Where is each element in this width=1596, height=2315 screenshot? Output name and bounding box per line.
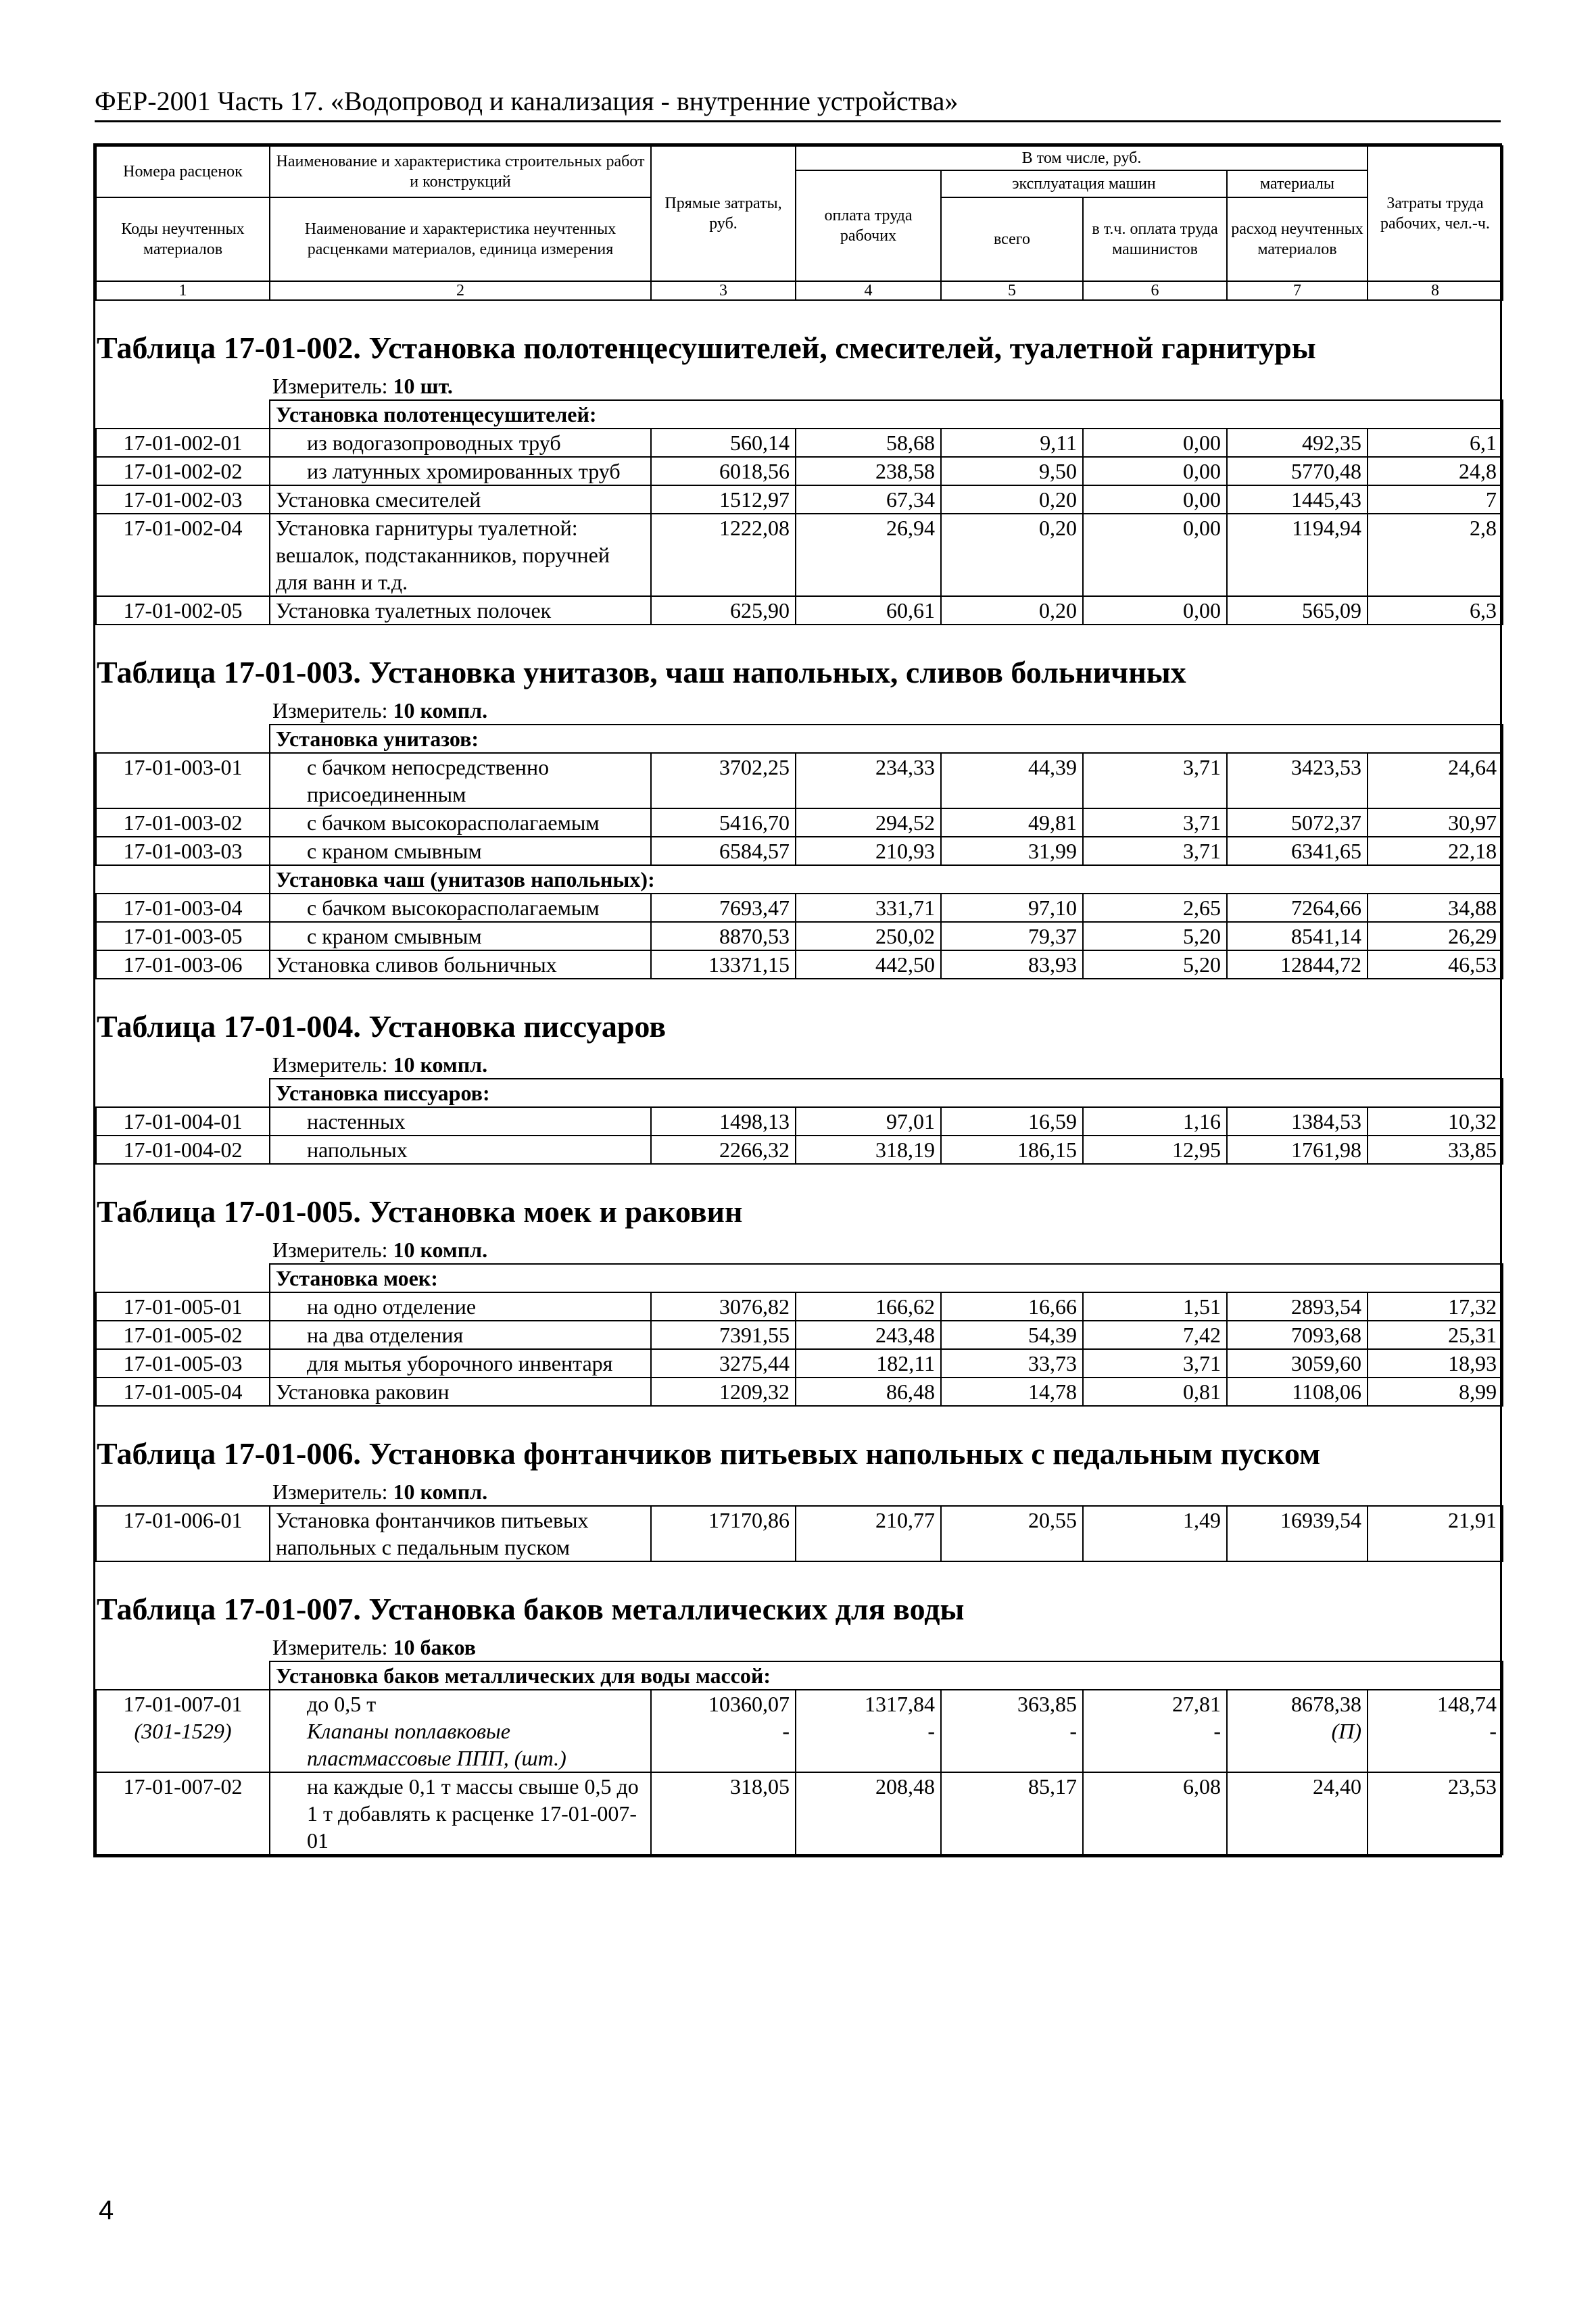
rate-row <box>96 808 1503 837</box>
labor-pay: 26,94 <box>796 514 941 596</box>
rate-row <box>96 1321 1503 1349</box>
machinists-pay: 12,95 <box>1083 1136 1227 1164</box>
labor-costs: 23,53 <box>1368 1772 1503 1855</box>
measure-unit-label: Измеритель: <box>272 1480 388 1504</box>
materials: 12844,72 <box>1227 950 1368 979</box>
work-name: для мытья уборочного инвентаря <box>270 1349 651 1378</box>
measure-unit-label: Измеритель: <box>272 1052 388 1077</box>
machinists-pay: 0,00 <box>1083 514 1227 596</box>
rate-code: 17-01-002-01 <box>96 429 270 457</box>
rate-row <box>96 485 1503 514</box>
subheading: Установка баков металлических для воды массой: <box>270 1661 1503 1690</box>
labor-costs: 24,64 <box>1368 753 1503 808</box>
work-name: Установка раковин <box>270 1378 651 1406</box>
table-title: Таблица 17-01-006. Установка фонтанчиков питьевых напольных с педальным пуском <box>97 1436 1321 1471</box>
work-name: на одно отделение <box>270 1292 651 1321</box>
labor-pay: 318,19 <box>796 1136 941 1164</box>
column-number-row <box>96 281 1503 300</box>
subheading: Установка чаш (унитазов напольных): <box>270 865 1503 894</box>
direct-costs: 2266,32 <box>651 1136 796 1164</box>
labor-pay: 182,11 <box>796 1349 941 1378</box>
machinists-pay: 1,49 <box>1083 1506 1227 1561</box>
labor-pay: 331,71 <box>796 894 941 922</box>
labor-pay: 58,68 <box>796 429 941 457</box>
header-machines: эксплуатация машин <box>941 170 1227 197</box>
work-name: на два отделения <box>270 1321 651 1349</box>
direct-costs: 318,05 <box>651 1772 796 1855</box>
direct-costs: 3076,82 <box>651 1292 796 1321</box>
rate-code: 17-01-003-06 <box>96 950 270 979</box>
header-labor-costs: Затраты труда рабочих, чел.-ч. <box>1368 146 1503 281</box>
rate-code: 17-01-004-02 <box>96 1136 270 1164</box>
labor-costs: 26,29 <box>1368 922 1503 950</box>
labor-costs: 22,18 <box>1368 837 1503 865</box>
header-machinists-pay: в т.ч. оплата труда машинистов <box>1083 197 1227 281</box>
blank-cell <box>96 400 270 429</box>
table-title: Таблица 17-01-007. Установка баков металлических для воды <box>97 1592 965 1626</box>
blank-cell <box>96 1264 270 1292</box>
column-number: 4 <box>796 281 941 300</box>
machinists-pay: 3,71 <box>1083 808 1227 837</box>
materials: 565,09 <box>1227 596 1368 625</box>
machines-total: 79,37 <box>941 922 1083 950</box>
rate-code: 17-01-003-04 <box>96 894 270 922</box>
machines-total: 83,93 <box>941 950 1083 979</box>
measure-unit-label: Измеритель: <box>272 374 388 398</box>
labor-costs: 17,32 <box>1368 1292 1503 1321</box>
direct-costs: 8870,53 <box>651 922 796 950</box>
rate-row <box>96 894 1503 922</box>
rate-code: 17-01-006-01 <box>96 1506 270 1561</box>
rate-table-section <box>95 625 1500 979</box>
machinists-pay: - <box>1083 1717 1227 1772</box>
work-name: на каждые 0,1 т массы свыше 0,5 до 1 т добавлять к расценке 17-01-007-01 <box>270 1772 651 1855</box>
labor-pay: 86,48 <box>796 1378 941 1406</box>
header-rule <box>95 120 1501 122</box>
machines-total: 0,20 <box>941 514 1083 596</box>
machines-total: 44,39 <box>941 753 1083 808</box>
direct-costs: 7391,55 <box>651 1321 796 1349</box>
rate-row <box>96 837 1503 865</box>
labor-costs: 8,99 <box>1368 1378 1503 1406</box>
machinists-pay: 2,65 <box>1083 894 1227 922</box>
rate-table <box>95 1505 1503 1562</box>
materials: 1761,98 <box>1227 1136 1368 1164</box>
materials: 3059,60 <box>1227 1349 1368 1378</box>
labor-costs: 30,97 <box>1368 808 1503 837</box>
machinists-pay: 5,20 <box>1083 950 1227 979</box>
work-name: с бачком высокорасполагаемым <box>270 894 651 922</box>
rate-code: 17-01-005-01 <box>96 1292 270 1321</box>
column-number: 5 <box>941 281 1083 300</box>
labor-pay: 210,77 <box>796 1506 941 1561</box>
labor-costs: 21,91 <box>1368 1506 1503 1561</box>
labor-pay: 166,62 <box>796 1292 941 1321</box>
direct-costs: 3702,25 <box>651 753 796 808</box>
column-number: 7 <box>1227 281 1368 300</box>
rate-row <box>96 1772 1503 1855</box>
rate-table-section <box>95 301 1500 625</box>
column-number: 3 <box>651 281 796 300</box>
machinists-pay: 3,71 <box>1083 753 1227 808</box>
rate-table-section <box>95 1562 1500 1855</box>
machinists-pay: 0,00 <box>1083 457 1227 485</box>
subheading-row <box>96 725 1503 753</box>
direct-costs: 10360,07 <box>651 1690 796 1717</box>
rate-code: 17-01-003-02 <box>96 808 270 837</box>
machinists-pay: 6,08 <box>1083 1772 1227 1855</box>
rate-row <box>96 1506 1503 1561</box>
measure-unit <box>95 372 1500 399</box>
work-name: с краном смывным <box>270 922 651 950</box>
labor-costs: 34,88 <box>1368 894 1503 922</box>
labor-costs: 10,32 <box>1368 1107 1503 1136</box>
labor-costs: 6,1 <box>1368 429 1503 457</box>
machines-total: 16,66 <box>941 1292 1083 1321</box>
materials: 16939,54 <box>1227 1506 1368 1561</box>
rate-row <box>96 1378 1503 1406</box>
machines-total: 0,20 <box>941 596 1083 625</box>
rate-code: 17-01-004-01 <box>96 1107 270 1136</box>
labor-pay: 60,61 <box>796 596 941 625</box>
header-rate-numbers: Номера расценок <box>96 146 270 197</box>
measure-unit <box>95 1236 1500 1263</box>
materials: 1108,06 <box>1227 1378 1368 1406</box>
machines-total: 9,50 <box>941 457 1083 485</box>
labor-pay: 97,01 <box>796 1107 941 1136</box>
rate-row <box>96 1292 1503 1321</box>
subheading: Установка моек: <box>270 1264 1503 1292</box>
header-materials: материалы <box>1227 170 1368 197</box>
machines-total: 97,10 <box>941 894 1083 922</box>
machines-total: - <box>941 1717 1083 1772</box>
rate-code: 17-01-005-04 <box>96 1378 270 1406</box>
rate-row <box>96 922 1503 950</box>
measure-unit <box>95 697 1500 724</box>
column-number: 1 <box>96 281 270 300</box>
labor-pay: 294,52 <box>796 808 941 837</box>
rate-table-section <box>95 1165 1500 1407</box>
subheading: Установка писсуаров: <box>270 1079 1503 1107</box>
materials: 1384,53 <box>1227 1107 1368 1136</box>
direct-costs: 5416,70 <box>651 808 796 837</box>
direct-costs: 6584,57 <box>651 837 796 865</box>
rate-table-section <box>95 979 1500 1165</box>
labor-costs: 2,8 <box>1368 514 1503 596</box>
materials: 5770,48 <box>1227 457 1368 485</box>
labor-costs: - <box>1368 1717 1503 1772</box>
rate-code: 17-01-003-05 <box>96 922 270 950</box>
machines-total: 186,15 <box>941 1136 1083 1164</box>
header-work-name: Наименование и характеристика строительных работ и конструкций <box>270 146 651 197</box>
page-number: 4 <box>99 2195 114 2225</box>
subheading-row <box>96 400 1503 429</box>
materials: 8541,14 <box>1227 922 1368 950</box>
direct-costs: 7693,47 <box>651 894 796 922</box>
labor-pay: 234,33 <box>796 753 941 808</box>
work-name: Клапаны поплавковые пластмассовые ППП, (шт.) <box>270 1717 651 1772</box>
labor-pay: 208,48 <box>796 1772 941 1855</box>
rate-row <box>96 1349 1503 1378</box>
rate-code: 17-01-005-03 <box>96 1349 270 1378</box>
machines-total: 16,59 <box>941 1107 1083 1136</box>
labor-costs: 148,74 <box>1368 1690 1503 1717</box>
blank-cell <box>96 1661 270 1690</box>
materials: 7264,66 <box>1227 894 1368 922</box>
labor-costs: 24,8 <box>1368 457 1503 485</box>
header-direct-costs: Прямые затраты, руб. <box>651 146 796 281</box>
labor-pay: - <box>796 1717 941 1772</box>
subheading-row <box>96 865 1503 894</box>
machines-total: 54,39 <box>941 1321 1083 1349</box>
header-material-codes: Коды неучтенных материалов <box>96 197 270 281</box>
labor-pay: 1317,84 <box>796 1690 941 1717</box>
rate-row <box>96 753 1503 808</box>
machinists-pay: 1,51 <box>1083 1292 1227 1321</box>
materials: 1445,43 <box>1227 485 1368 514</box>
rates-document <box>93 143 1502 1857</box>
machines-total: 9,11 <box>941 429 1083 457</box>
rate-code: (301-1529) <box>96 1717 270 1772</box>
materials: 3423,53 <box>1227 753 1368 808</box>
table-title: Таблица 17-01-002. Установка полотенцесушителей, смесителей, туалетной гарнитуры <box>97 331 1316 365</box>
rate-code: 17-01-002-02 <box>96 457 270 485</box>
header-machines-total: всего <box>941 197 1083 281</box>
machines-total: 33,73 <box>941 1349 1083 1378</box>
direct-costs: 1498,13 <box>651 1107 796 1136</box>
header-materials-consumption: расход неучтенных материалов <box>1227 197 1368 281</box>
rate-row <box>96 1690 1503 1717</box>
direct-costs: 1222,08 <box>651 514 796 596</box>
work-name: из латунных хромированных труб <box>270 457 651 485</box>
table-title: Таблица 17-01-004. Установка писсуаров <box>97 1009 667 1044</box>
header-material-name: Наименование и характеристика неучтенных расценками материалов, единица измерения <box>270 197 651 281</box>
rate-row <box>96 1717 1503 1772</box>
materials: 5072,37 <box>1227 808 1368 837</box>
labor-pay: 67,34 <box>796 485 941 514</box>
machinists-pay: 0,00 <box>1083 596 1227 625</box>
work-name: Установка туалетных полочек <box>270 596 651 625</box>
materials: 2893,54 <box>1227 1292 1368 1321</box>
work-name: из водогазопроводных труб <box>270 429 651 457</box>
labor-costs: 46,53 <box>1368 950 1503 979</box>
column-number: 2 <box>270 281 651 300</box>
work-name: до 0,5 т <box>270 1690 651 1717</box>
column-number: 8 <box>1368 281 1503 300</box>
rate-row <box>96 1136 1503 1164</box>
measure-unit-value: 10 шт. <box>393 374 453 398</box>
direct-costs: 1512,97 <box>651 485 796 514</box>
direct-costs: 3275,44 <box>651 1349 796 1378</box>
subheading: Установка полотенцесушителей: <box>270 400 1503 429</box>
labor-pay: 243,48 <box>796 1321 941 1349</box>
rate-code: 17-01-005-02 <box>96 1321 270 1349</box>
rate-row <box>96 429 1503 457</box>
labor-costs: 25,31 <box>1368 1321 1503 1349</box>
rate-code: 17-01-003-03 <box>96 837 270 865</box>
rate-row <box>96 596 1503 625</box>
subheading-row <box>96 1264 1503 1292</box>
labor-pay: 238,58 <box>796 457 941 485</box>
subheading-row <box>96 1661 1503 1690</box>
rate-table <box>95 399 1503 625</box>
machinists-pay: 3,71 <box>1083 1349 1227 1378</box>
blank-cell <box>96 865 270 894</box>
rate-code: 17-01-002-03 <box>96 485 270 514</box>
labor-costs: 18,93 <box>1368 1349 1503 1378</box>
work-name: настенных <box>270 1107 651 1136</box>
machinists-pay: 0,81 <box>1083 1378 1227 1406</box>
measure-unit-value: 10 баков <box>393 1635 477 1659</box>
work-name: Установка смесителей <box>270 485 651 514</box>
machinists-pay: 7,42 <box>1083 1321 1227 1349</box>
rate-table <box>95 1661 1503 1855</box>
materials: 6341,65 <box>1227 837 1368 865</box>
work-name: с бачком высокорасполагаемым <box>270 808 651 837</box>
work-name: с бачком непосредственно присоединенным <box>270 753 651 808</box>
rate-row <box>96 950 1503 979</box>
measure-unit-label: Измеритель: <box>272 1238 388 1262</box>
direct-costs: 625,90 <box>651 596 796 625</box>
work-name: напольных <box>270 1136 651 1164</box>
measure-unit-label: Измеритель: <box>272 698 388 723</box>
direct-costs: 6018,56 <box>651 457 796 485</box>
rate-row <box>96 514 1503 596</box>
materials: 8678,38 <box>1227 1690 1368 1717</box>
machines-total: 0,20 <box>941 485 1083 514</box>
labor-pay: 210,93 <box>796 837 941 865</box>
machinists-pay: 1,16 <box>1083 1107 1227 1136</box>
direct-costs: - <box>651 1717 796 1772</box>
direct-costs: 13371,15 <box>651 950 796 979</box>
work-name: Установка сливов больничных <box>270 950 651 979</box>
machines-total: 14,78 <box>941 1378 1083 1406</box>
labor-pay: 250,02 <box>796 922 941 950</box>
direct-costs: 560,14 <box>651 429 796 457</box>
work-name: Установка гарнитуры туалетной: вешалок, подстаканников, поручней для ванн и т.д. <box>270 514 651 596</box>
sections-container <box>95 301 1500 1855</box>
materials: (П) <box>1227 1717 1368 1772</box>
table-title: Таблица 17-01-003. Установка унитазов, чаш напольных, сливов больничных <box>97 655 1186 689</box>
machinists-pay: 5,20 <box>1083 922 1227 950</box>
rate-table <box>95 724 1503 979</box>
rate-table <box>95 1078 1503 1165</box>
work-name: с краном смывным <box>270 837 651 865</box>
measure-unit-value: 10 компл. <box>393 1480 488 1504</box>
machines-total: 20,55 <box>941 1506 1083 1561</box>
measure-unit <box>95 1051 1500 1078</box>
blank-cell <box>96 1079 270 1107</box>
rate-code: 17-01-002-04 <box>96 514 270 596</box>
table-title: Таблица 17-01-005. Установка моек и раковин <box>97 1194 743 1229</box>
blank-cell <box>96 725 270 753</box>
machines-total: 363,85 <box>941 1690 1083 1717</box>
rate-row <box>96 1107 1503 1136</box>
machines-total: 31,99 <box>941 837 1083 865</box>
measure-unit <box>95 1634 1500 1661</box>
rate-code: 17-01-002-05 <box>96 596 270 625</box>
labor-pay: 442,50 <box>796 950 941 979</box>
header-labor-pay: оплата труда рабочих <box>796 170 941 281</box>
page-header: ФЕР-2001 Часть 17. «Водопровод и канализация - внутренние устройства» <box>95 86 959 116</box>
rate-row <box>96 457 1503 485</box>
subheading-row <box>96 1079 1503 1107</box>
direct-costs: 1209,32 <box>651 1378 796 1406</box>
materials: 24,40 <box>1227 1772 1368 1855</box>
rate-table <box>95 1263 1503 1407</box>
measure-unit <box>95 1478 1500 1505</box>
column-header-table <box>95 145 1503 301</box>
measure-unit-value: 10 компл. <box>393 698 488 723</box>
work-name: Установка фонтанчиков питьевых напольных с педальным пуском <box>270 1506 651 1561</box>
labor-costs: 7 <box>1368 485 1503 514</box>
materials: 7093,68 <box>1227 1321 1368 1349</box>
subheading: Установка унитазов: <box>270 725 1503 753</box>
labor-costs: 33,85 <box>1368 1136 1503 1164</box>
rate-table-section <box>95 1407 1500 1562</box>
header-including: В том числе, руб. <box>796 146 1368 170</box>
measure-unit-label: Измеритель: <box>272 1635 388 1659</box>
materials: 492,35 <box>1227 429 1368 457</box>
rate-code: 17-01-007-01 <box>96 1690 270 1717</box>
measure-unit-value: 10 компл. <box>393 1052 488 1077</box>
machines-total: 85,17 <box>941 1772 1083 1855</box>
machinists-pay: 0,00 <box>1083 429 1227 457</box>
measure-unit-value: 10 компл. <box>393 1238 488 1262</box>
machines-total: 49,81 <box>941 808 1083 837</box>
materials: 1194,94 <box>1227 514 1368 596</box>
machinists-pay: 3,71 <box>1083 837 1227 865</box>
labor-costs: 6,3 <box>1368 596 1503 625</box>
machinists-pay: 27,81 <box>1083 1690 1227 1717</box>
direct-costs: 17170,86 <box>651 1506 796 1561</box>
rate-code: 17-01-003-01 <box>96 753 270 808</box>
rate-code: 17-01-007-02 <box>96 1772 270 1855</box>
column-number: 6 <box>1083 281 1227 300</box>
machinists-pay: 0,00 <box>1083 485 1227 514</box>
